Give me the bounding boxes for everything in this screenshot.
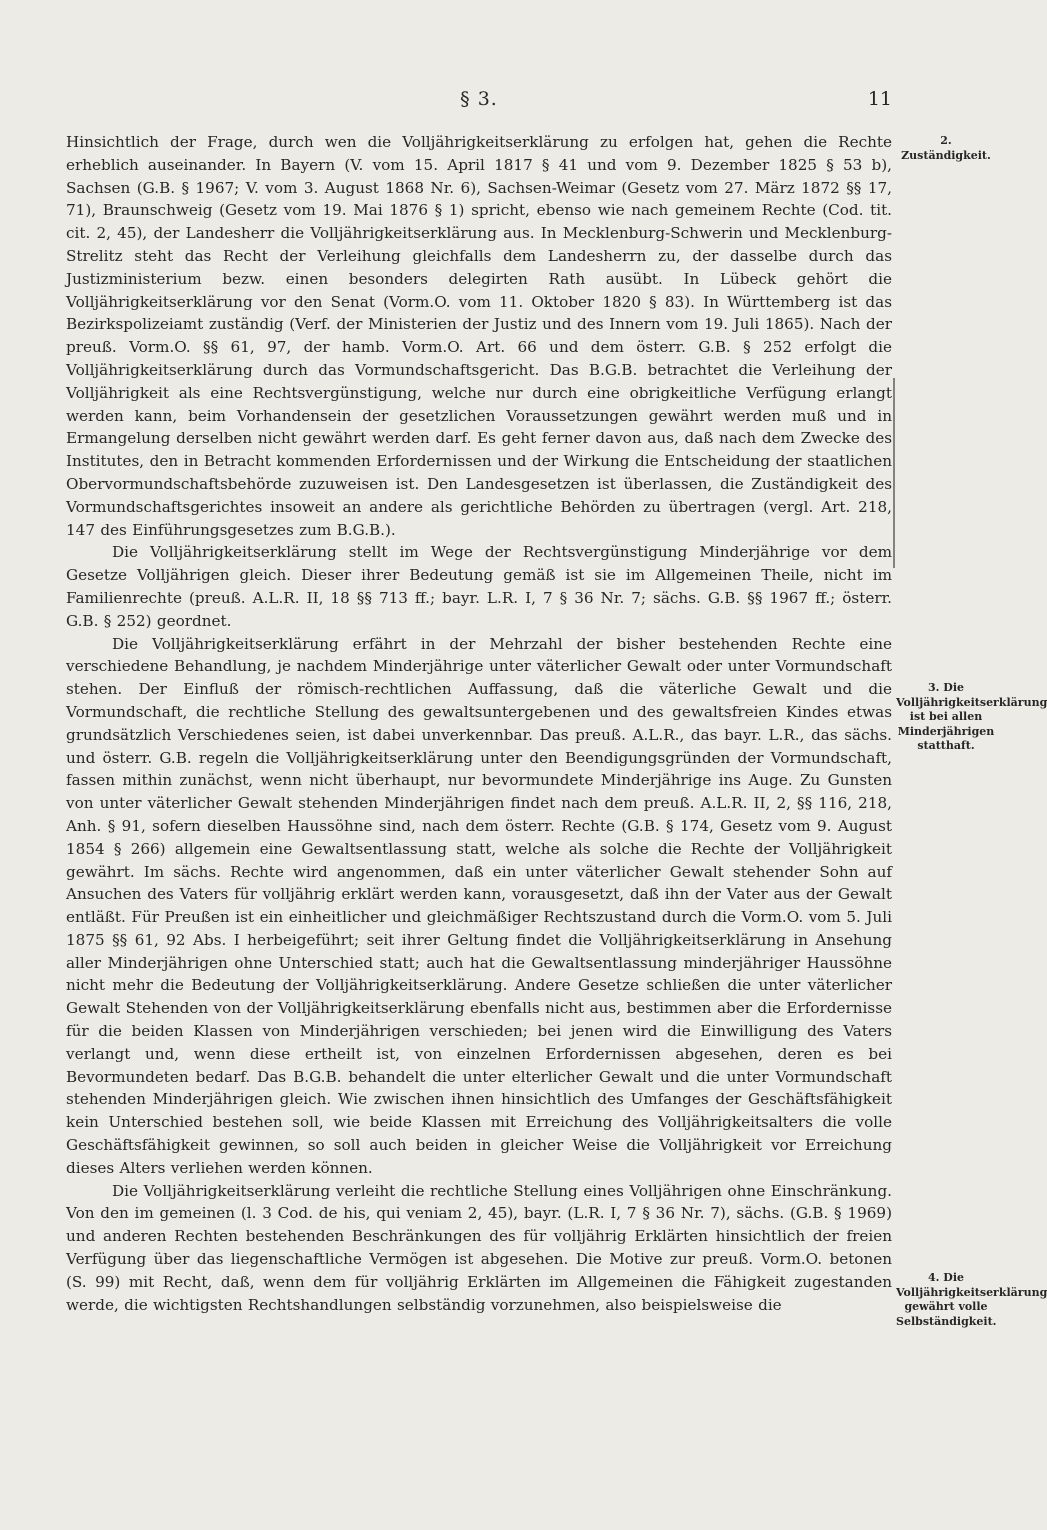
margin-rule [893,378,895,568]
section-heading: § 3. [460,88,498,110]
paragraph-equalization: Die Volljährigkeitserklärung stellt im Wege der Rechtsvergünstigung Minderjährige vor dem Gesetze Volljährigen gleich. Dieser ihrer Bedeutung gemäß ist sie im Allgemeinen Theile, nicht im Familienrechte (preuß. A.L.R. II, 18 §§ 713 ff.; bayr. L.R. I, 7 § 36 Nr. 7; sächs. G.B. §§ 1967 ff.; österr. G.B. § 252) geordnet. [66,543,892,630]
paragraph-effects: Die Volljährigkeitserklärung verleiht die rechtliche Stellung eines Volljährigen ohne Einschränkung. Von den im gemeinen (l. 3 Cod. de his, qui veniam 2, 45), bayr. (L.R. I, 7 § 36 Nr. 7), sächs. (G.B. § 1969) und anderen Rechten bestehenden Beschränkungen des für volljährig Erklärten hinsichtlich der freien Verfügung über das liegenschaftliche Vermögen ist abgesehen. Die Motive zur preuß. Vorm.O. betonen (S. 99) mit Recht, daß, wenn dem für volljährig Erklärten im Allgemeinen die Fähigkeit zugestanden werde, die wichtigsten Rechtshandlungen selbständig vorzunehmen, also beispielsweise die [66,1181,892,1314]
margin-note-statthaft: 3. Die Volljährigkeitserklärung ist bei allen Minderjährigen statthaft. [896,681,1047,752]
margin-note-selbstaendigkeit: 4. Die Volljährigkeitserklärung gewährt volle Selbständigkeit. [896,1271,1047,1328]
body-text [66,131,892,1316]
page-number: 11 [867,88,892,110]
page-header [66,88,892,118]
margin-note-zustaendigkeit: 2. Zuständigkeit. [901,134,991,162]
paragraph-jurisdiction: Hinsichtlich der Frage, durch wen die Volljährigkeitserklärung zu erfolgen hat, gehen die Rechte erheblich auseinander. In Bayern (V. vom 15. April 1817 § 41 und vom 9. Dezember 1825 § 53 b), Sachsen (G.B. § 1967; V. vom 3. August 1868 Nr. 6), Sachsen-Weimar (Gesetz vom 27. März 1872 §§ 17, 71), Braunschweig (Gesetz vom 19. Mai 1876 § 1) spricht, ebenso wie nach gemeinem Rechte (Cod. tit. cit. 2, 45), der Landesherr die Volljährigkeitserklärung aus. In Mecklenburg-Schwerin und Mecklenburg-Strelitz steht das Recht der Verleihung gleichfalls dem Landesherrn zu, der dasselbe durch das Justizministerium bezw. einen besonders delegirten Rath ausübt. In Lübeck gehört die Volljährigkeitserklärung vor den Senat (Vorm.O. vom 11. Oktober 1820 § 83). In Württemberg ist das Bezirkspolizeiamt zuständig (Verf. der Ministerien der Justiz und des Innern vom 19. Juli 1865). Nach der preuß. Vorm.O. §§ 61, 97, der hamb. Vorm.O. Art. 66 und dem österr. G.B. § 252 erfolgt die Volljährigkeitserklärung durch das Vormundschaftsgericht. Das B.G.B. betrachtet die Verleihung der Volljährigkeit als eine Rechtsvergünstigung, welche nur durch eine obrigkeitliche Verfügung erlangt werden kann, beim Vorhandensein der gesetzlichen Voraussetzungen gewährt werden muß und in Ermangelung derselben nicht gewährt werden darf. Es geht ferner davon aus, daß nach dem Zwecke des Institutes, den in Betracht kommenden Erfordernissen und der Wirkung die Entscheidung der staatlichen Obervormundschaftsbehörde zuzuweisen ist. Den Landesgesetzen ist überlassen, die Zuständigkeit des Vormundschaftsgerichtes insoweit an andere als gerichtliche Behörden zu übertragen (vergl. Art. 218, 147 des Einführungsgesetzes zum B.G.B.). [66,133,892,539]
paragraph-treatment: Die Volljährigkeitserklärung erfährt in der Mehrzahl der bisher bestehenden Rechte eine verschiedene Behandlung, je nachdem Minderjährige unter väterlicher Gewalt oder unter Vormundschaft stehen. Der Einfluß der römisch-rechtlichen Auffassung, daß die väterliche Gewalt und die Vormundschaft, die rechtliche Stellung des gewaltsuntergebenen und des gewaltsfreien Kindes etwas grundsätzlich Verschiedenes seien, ist dabei unverkennbar. Das preuß. A.L.R., das bayr. L.R., das sächs. und österr. G.B. regeln die Volljährigkeitserklärung unter den Beendigungsgründen der Vormundschaft, fassen mithin zunächst, wenn nicht überhaupt, nur bevormundete Minderjährige ins Auge. Zu Gunsten von unter väterlicher Gewalt stehenden Minderjährigen findet nach dem preuß. A.L.R. II, 2, §§ 116, 218, Anh. § 91, sofern dieselben Haussöhne sind, nach dem österr. Rechte (G.B. § 174, Gesetz vom 9. August 1854 § 266) allgemein eine Gewaltsentlassung statt, welche als solche die Rechte der Volljährigkeit gewährt. Im sächs. Rechte wird angenommen, daß ein unter väterlicher Gewalt stehender Sohn auf Ansuchen des Vaters für volljährig erklärt werden kann, vorausgesetzt, daß ihn der Vater aus der Gewalt entläßt. Für Preußen ist ein einheitlicher und gleichmäßiger Rechtszustand durch die Vorm.O. vom 5. Juli 1875 §§ 61, 92 Abs. I herbeigeführt; seit ihrer Geltung findet die Volljährigkeitserklärung in Ansehung aller Minderjährigen ohne Unterschied statt; auch hat die Gewaltsentlassung minderjähriger Haussöhne nicht mehr die Bedeutung der Volljährigkeitserklärung. Andere Gesetze schließen die unter väterlicher Gewalt Stehenden von der Volljährigkeitserklärung ebenfalls nicht aus, bestimmen aber die Erfordernisse für die beiden Klassen von Minderjährigen verschieden; bei jenen wird die Einwilligung des Vaters verlangt und, wenn diese ertheilt ist, von einzelnen Erfordernissen abgesehen, deren es bei Bevormundeten bedarf. Das B.G.B. behandelt die unter elterlicher Gewalt und die unter Vormundschaft stehenden Minderjährigen gleich. Wie zwischen ihnen hinsichtlich des Umfanges der Geschäftsfähigkeit kein Unterschied bestehen soll, wie beide Klassen mit Erreichung des Volljährigkeitsalters die volle Geschäftsfähigkeit gewinnen, so soll auch beiden in gleicher Weise die Volljährigkeit vor Erreichung dieses Alters verliehen werden können. [66,634,892,1177]
margin-notes [896,0,1047,1530]
